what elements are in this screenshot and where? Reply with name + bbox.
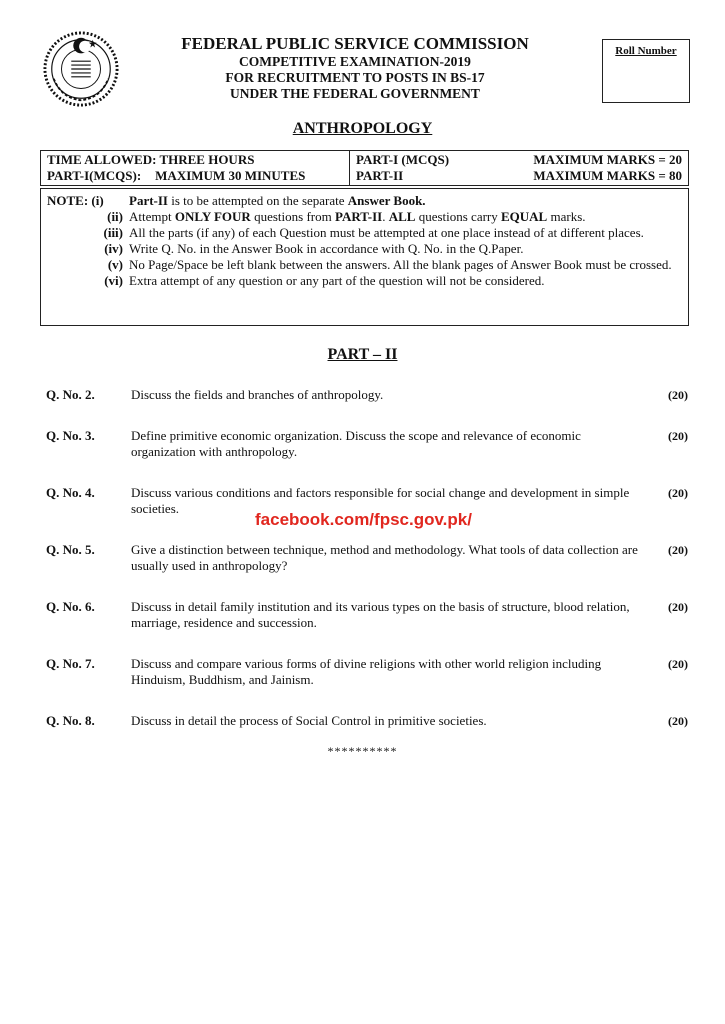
note-item: (ii) Attempt ONLY FOUR questions from PART-II. ALL questions carry EQUAL marks. — [107, 209, 586, 224]
question-marks: (20) — [668, 429, 688, 443]
commission-title: FEDERAL PUBLIC SERVICE COMMISSION — [181, 34, 529, 53]
exam-header — [160, 34, 550, 102]
instructions-box — [40, 188, 689, 326]
time-allowed: TIME ALLOWED: THREE HOURS — [47, 152, 255, 167]
note-item: (vi) Extra attempt of any question or any part of the question will not be considered. — [104, 273, 545, 288]
question-text: Discuss various conditions and factors responsible for social change and development in simple societies. — [131, 485, 630, 516]
note-item: NOTE: (i) Part-II is to be attempted on the separate Answer Book. — [47, 193, 426, 208]
roll-number-box[interactable] — [602, 39, 690, 103]
question-marks: (20) — [668, 388, 688, 402]
exam-name: COMPETITIVE EXAMINATION-2019 — [239, 54, 471, 69]
question-text: Discuss the fields and branches of anthropology. — [131, 387, 384, 402]
marks-cell — [350, 151, 689, 186]
part2-label: PART-II — [356, 168, 404, 183]
recruitment-line: FOR RECRUITMENT TO POSTS IN BS-17 — [225, 70, 485, 85]
fpsc-emblem-icon — [42, 30, 120, 108]
question-number: Q. No. 2. — [46, 387, 95, 402]
end-marker: ********** — [327, 744, 398, 758]
question-text: Discuss in detail the process of Social Control in primitive societies. — [131, 713, 487, 728]
time-cell — [41, 151, 350, 186]
question-number: Q. No. 5. — [46, 542, 95, 557]
note-item: (iii) All the parts (if any) of each Question must be attempted at one place instead of at different places. — [103, 225, 644, 240]
question-number: Q. No. 6. — [46, 599, 95, 614]
note-item: (iv) Write Q. No. in the Answer Book in accordance with Q. No. in the Q.Paper. — [104, 241, 524, 256]
mcq-time-label: PART-I(MCQS): — [47, 168, 142, 183]
note-item: (v) No Page/Space be left blank between the answers. All the blank pages of Answer Book must be crossed. — [107, 257, 672, 272]
question-marks: (20) — [668, 486, 688, 500]
question-marks: (20) — [668, 600, 688, 614]
government-line: UNDER THE FEDERAL GOVERNMENT — [230, 86, 480, 101]
question-text: Discuss and compare various forms of divine religions with other world religion including Hinduism, Buddhism, and Jainism. — [131, 656, 602, 687]
part2-marks: MAXIMUM MARKS = 80 — [533, 168, 682, 183]
question-number: Q. No. 3. — [46, 428, 95, 443]
question-number: Q. No. 8. — [46, 713, 95, 728]
question-marks: (20) — [668, 657, 688, 671]
question-number: Q. No. 7. — [46, 656, 95, 671]
roll-number-label: Roll Number — [615, 45, 677, 57]
exam-info-table — [40, 150, 689, 186]
question-marks: (20) — [668, 543, 688, 557]
subject-title: ANTHROPOLOGY — [292, 120, 433, 137]
mcq-time-value: MAXIMUM 30 MINUTES — [155, 168, 306, 183]
note-label: NOTE: (i) — [47, 193, 104, 208]
part1-marks: MAXIMUM MARKS = 20 — [533, 152, 682, 167]
question-marks: (20) — [668, 714, 688, 728]
part-heading: PART – II — [327, 346, 398, 363]
question-text: Define primitive economic organization. Discuss the scope and relevance of economic organization with anthropology. — [131, 428, 581, 459]
facebook-link[interactable]: facebook.com/fpsc.gov.pk/ — [255, 510, 472, 529]
question-text: Give a distinction between technique, method and methodology. What tools of data collection are usually used in anthropology? — [131, 542, 638, 573]
part1-label: PART-I (MCQS) — [356, 152, 450, 167]
question-number: Q. No. 4. — [46, 485, 95, 500]
question-text: Discuss in detail family institution and its various types on the basis of structure, blood relation, marriage, residence and succession. — [131, 599, 630, 630]
